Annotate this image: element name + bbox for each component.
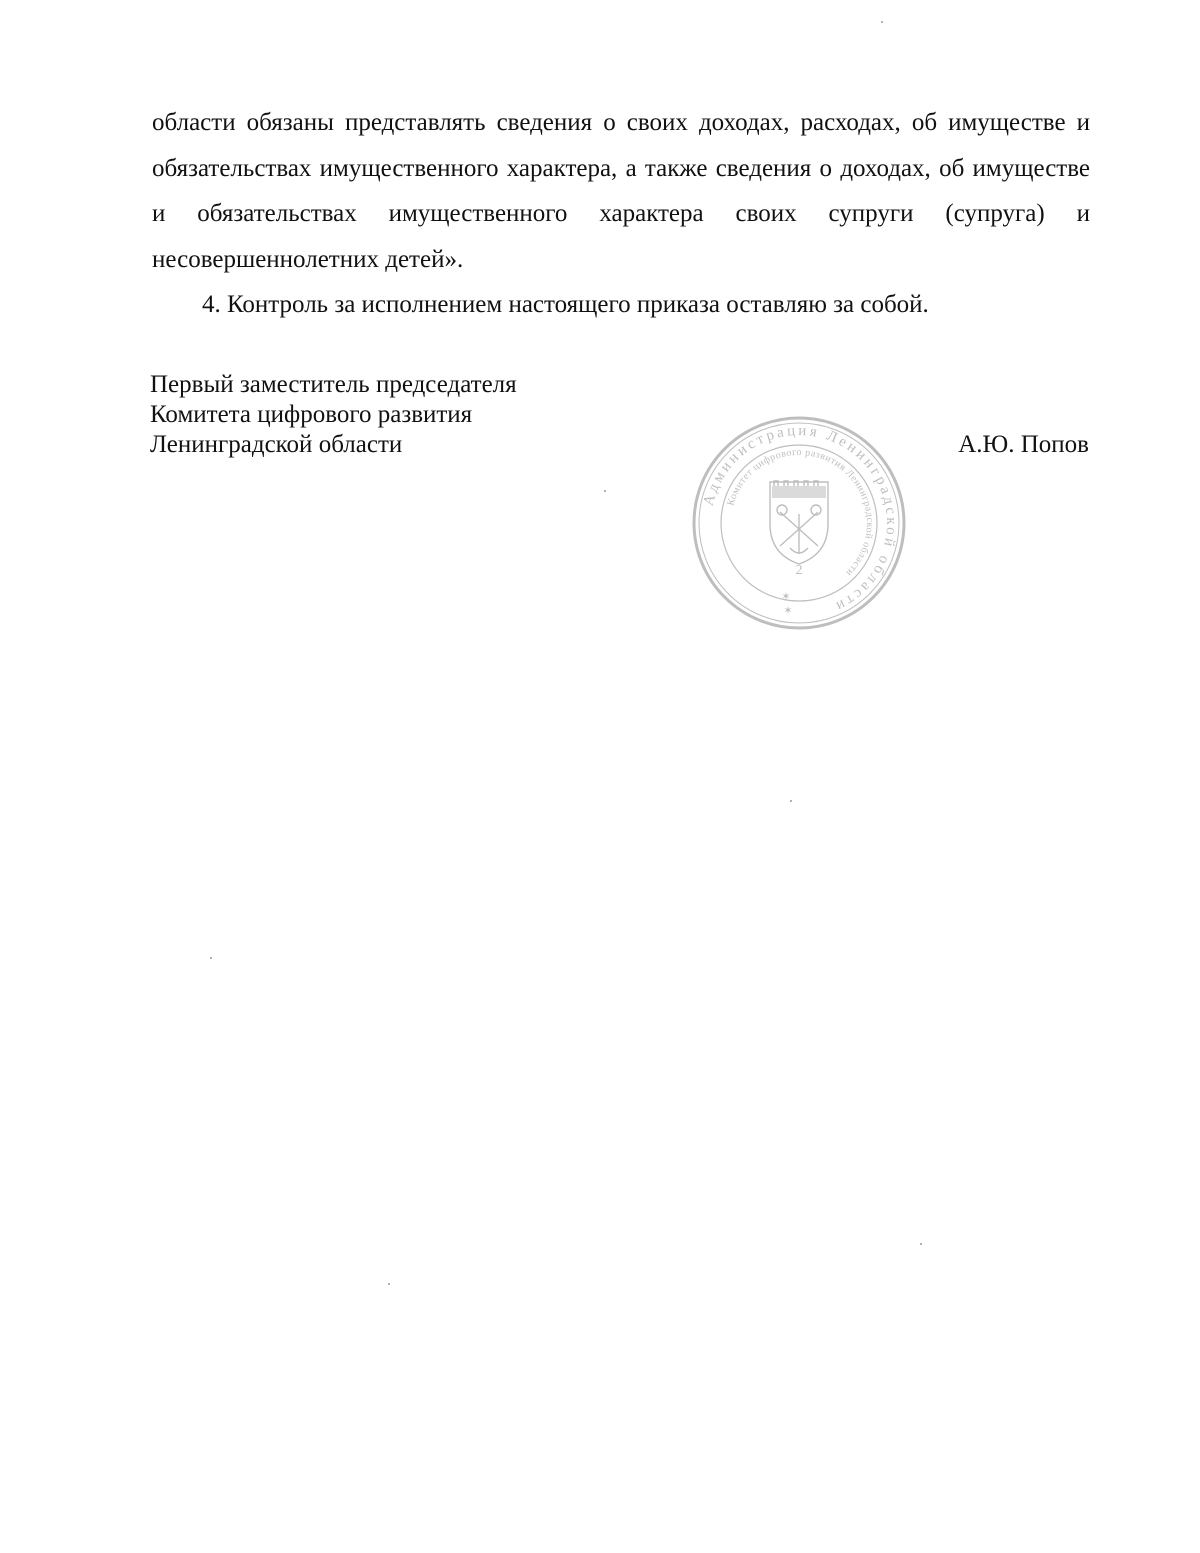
paragraph-continuation: области обязаны представлять сведения о своих доходах, расходах, об имуществе и обязательствах имущественного характера, а также сведения о доходах, об имуществе и обязательствах имущественного характера своих супруги (супруга) и несовершеннолетних детей».	[152, 109, 1090, 273]
signature-position-line: Ленинградской области	[150, 431, 403, 458]
signature-position-line: Первый заместитель председателя	[150, 371, 517, 398]
seal-inner-text: Комитет цифрового развития Ленинградской области	[725, 446, 876, 579]
seal-outer-text: Администрация Ленинградской области	[700, 422, 900, 616]
seal-star-icon: ✶	[783, 605, 793, 617]
scan-speck	[881, 21, 883, 23]
document-body	[152, 100, 1090, 328]
coat-of-arms-icon	[770, 481, 828, 564]
seal-number: 2	[795, 563, 803, 578]
signer-name: А.Ю. Попов	[958, 431, 1089, 458]
signature-position	[150, 370, 517, 460]
scan-speck	[388, 1283, 390, 1285]
scan-speck	[920, 1243, 922, 1245]
scan-speck	[604, 490, 606, 492]
seal-star-icon: ✶	[781, 591, 791, 603]
scan-speck	[790, 800, 792, 802]
official-seal	[690, 414, 908, 632]
signature-position-line: Комитета цифрового развития	[150, 401, 473, 428]
scan-speck	[210, 957, 212, 959]
paragraph-item-4: 4. Контроль за исполнением настоящего приказа оставляю за собой.	[202, 291, 929, 318]
